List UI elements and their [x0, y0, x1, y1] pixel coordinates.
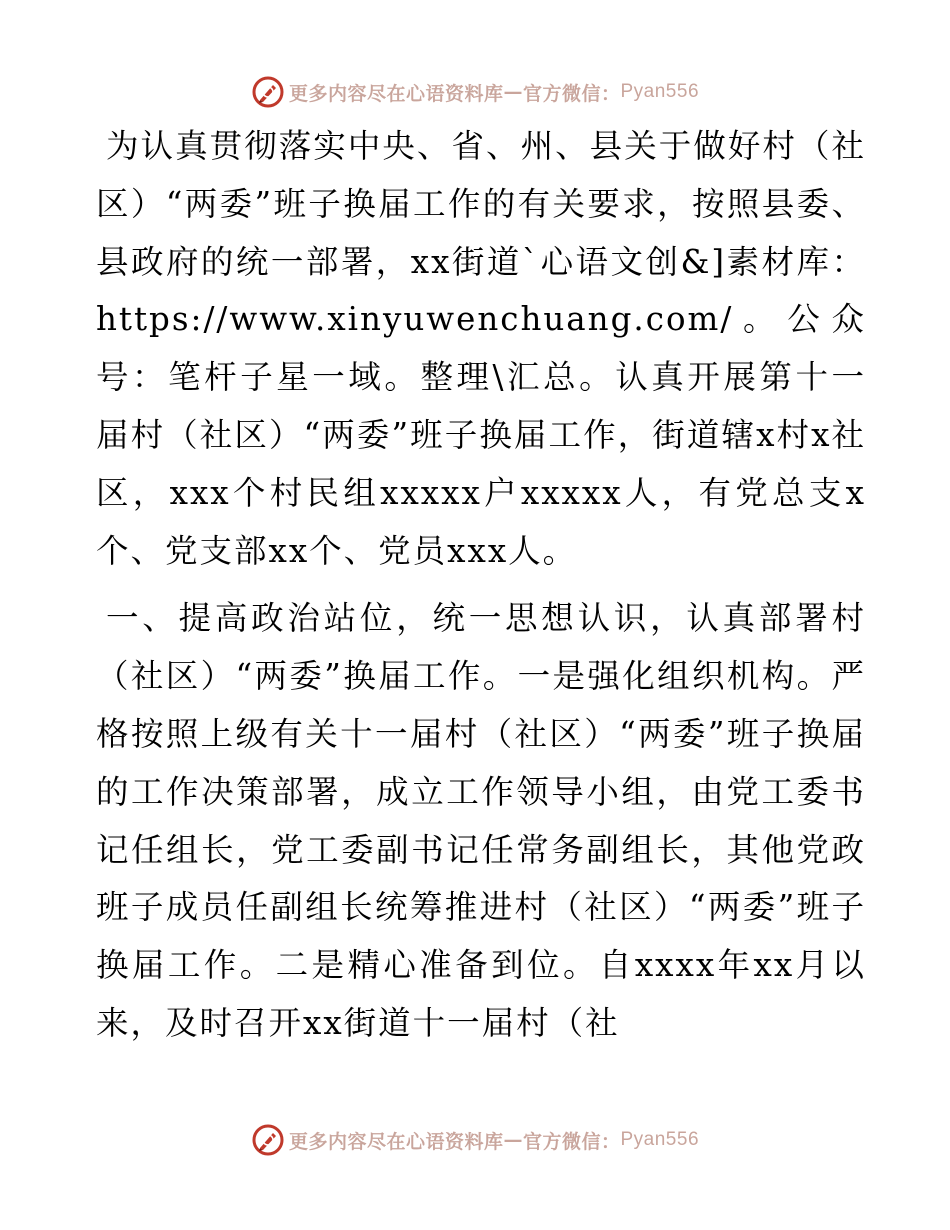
header-watermark — [0, 72, 950, 112]
body-paragraph-1: 为认真贯彻落实中央、省、州、县关于做好村（社区）“两委”班子换届工作的有关要求，按照县委、县政府的统一部署，xx街道`心语文创&]素材库：https://www.xinyuwenchuang.com/。公众号：笔杆子星一域。整理\汇总。认真开展第十一届村（社区）“两委”班子换届工作，街道辖x村x社区，xxx个村民组xxxxx户xxxxx人，有党总支x个、党支部xx个、党员xxx人。 — [96, 127, 866, 570]
document-body — [96, 118, 866, 1053]
body-paragraph-2: 一、提高政治站位，统一思想认识，认真部署村（社区）“两委”换届工作。一是强化组织机构。严格按照上级有关十一届村（社区）“两委”班子换届的工作决策部署，成立工作领导小组，由党工委书记任组长，党工委副书记任常务副组长，其他党政班子成员任副组长统筹推进村（社区）“两委”班子换届工作。二是精心准备到位。自xxxx年xx月以来，及时召开xx街道十一届村（社 — [96, 599, 866, 1042]
watermark-wechat-account: Pyan556 — [620, 1129, 700, 1150]
watermark-wechat-label: 官方微信： — [522, 1130, 621, 1153]
watermark-site-text: 更多内容尽在心语资料库 — [288, 82, 504, 105]
watermark-site-text: 更多内容尽在心语资料库 — [288, 1130, 504, 1153]
watermark-separator: — — [503, 81, 523, 103]
pen-logo-icon — [251, 1123, 285, 1157]
pen-logo-icon — [251, 75, 285, 109]
footer-watermark — [0, 1120, 950, 1160]
watermark-wechat-account: Pyan556 — [620, 81, 700, 102]
watermark-wechat-label: 官方微信： — [522, 82, 621, 105]
watermark-separator: — — [503, 1129, 523, 1151]
